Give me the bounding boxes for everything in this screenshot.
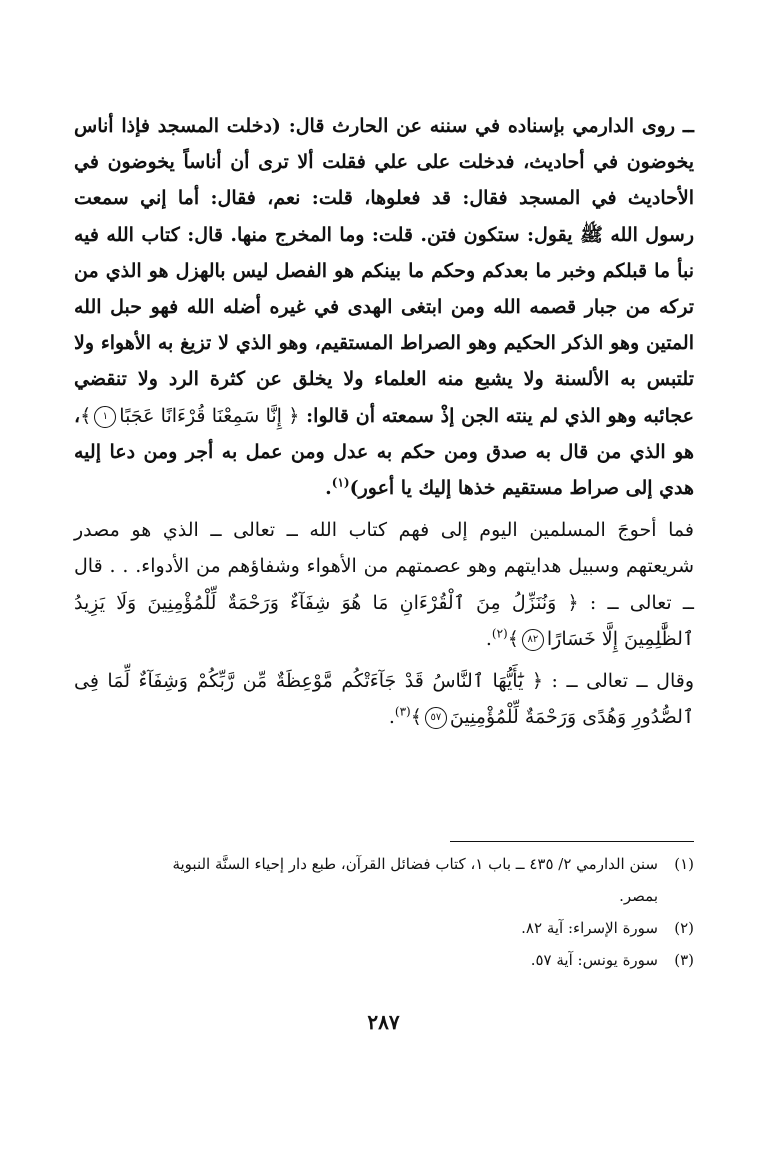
footnote-2: [74, 912, 694, 944]
footnote-number: (١): [674, 855, 694, 873]
footnote-3: [74, 944, 694, 976]
hadith-text: ــ روى الدارمي بإسناده في سننه عن الحارث قال: (دخلت المسجد فإذا أناس يخوضون في أحاديث، فدخلت على علي فقلت ألا ترى أن أناساً يخوضون في الأحاديث في المسجد فقال: قد فعلوها، قلت: نعم، فقال: أما إني سمعت رسول الله ﷺ يقول: ستكون فتن. قلت: وما المخرج منها. قال: كتاب الله فيه نبأ ما قبلكم وخبر ما بعدكم وحكم ما بينكم هو الفصل ليس بالهزل هو الذي من تركه من جبار قصمه الله ومن ابتغى الهدى في غيره أضله الله فهو حبل الله المتين وهو الذكر الحكيم وهو الصراط المستقيم، وهو الذي لا تزيغ به الأهواء ولا تلتبس به الألسنة ولا يشبع منه العلماء ولا يخلق عن كثرة الرد ولا تنقضي عجائبه وهو الذي لم ينته الجن إذْ سمعته أن قالوا:: [74, 115, 694, 427]
ayah-number-marker: ٥٧: [425, 707, 447, 729]
footnote-text: سورة يونس: آية ٥٧.: [530, 951, 658, 969]
footnote-number: (٢): [674, 919, 694, 937]
hadith-text-tail: ، هو الذي من قال به صدق ومن حكم به عدل ومن عمل به أجر ومن دعا إليه هدي إلى صراط مستقيم خذها إليك يا أعور): [74, 404, 694, 500]
footnote-1: [74, 848, 694, 880]
footnote-separator: [450, 841, 694, 842]
footnote-ref-1[interactable]: (١): [331, 475, 350, 490]
paragraph-yunus: وقال ــ تعالى ــ : ﴿ يَٰٓأَيُّهَا ٱلنَّاسُ قَدْ جَآءَتْكُم مَّوْعِظَةٌ مِّن رَّبِّكُمْ وَشِفَآءٌ لِّمَا فِى ٱلصُّدُورِ وَهُدًى وَرَحْمَةٌ لِّلْمُؤْمِنِينَ٥٧﴾$^{(٣)}$.: [74, 670, 694, 729]
yunus-intro: وقال ــ تعالى ــ :: [551, 670, 694, 693]
ayah-number-marker: ١: [94, 406, 116, 428]
ayah-number-marker: ٨٢: [522, 629, 544, 651]
footnote-ref-2[interactable]: (٢): [491, 626, 508, 641]
quran-verse-yunus: ﴿ يَٰٓأَيُّهَا ٱلنَّاسُ قَدْ جَآءَتْكُم مَّوْعِظَةٌ مِّن رَّبِّكُمْ وَشِفَآءٌ لِّمَا فِى ٱلصُّدُورِ وَهُدًى وَرَحْمَةٌ لِّلْمُؤْمِنِينَ٥٧﴾: [74, 670, 694, 729]
quran-verse-isra: ﴿ وَنُنَزِّلُ مِنَ ٱلْقُرْءَانِ مَا هُوَ شِفَآءٌ وَرَحْمَةٌ لِّلْمُؤْمِنِينَ وَلَا يَزِيدُ ٱلظَّٰلِمِينَ إِلَّا خَسَارًا٨٢﴾: [74, 591, 694, 650]
footnote-ref-3[interactable]: (٣): [394, 704, 411, 719]
footnote-1-continuation: بمصر.: [619, 887, 658, 905]
page-body: [74, 108, 694, 735]
paragraph-hadith: ــ روى الدارمي بإسناده في سننه عن الحارث قال: (دخلت المسجد فإذا أناس يخوضون في أحاديث، فدخلت على علي فقلت ألا ترى أن أناساً يخوضون في الأحاديث في المسجد فقال: قد فعلوها، قلت: نعم، فقال: أما إني سمعت رسول الله ﷺ يقول: ستكون فتن. قلت: وما المخرج منها. قال: كتاب الله فيه نبأ ما قبلكم وخبر ما بعدكم وحكم ما بينكم هو الفصل ليس بالهزل هو الذي من تركه من جبار قصمه الله ومن ابتغى الهدى في غيره أضله الله فهو حبل الله المتين وهو الذكر الحكيم وهو الصراط المستقيم، وهو الذي لا تزيغ به الأهواء ولا تلتبس به الألسنة ولا يشبع منه العلماء ولا يخلق عن كثرة الرد ولا تنقضي عجائبه وهو الذي لم ينته الجن إذْ سمعته أن قالوا: ﴿ إِنَّا سَمِعْنَا قُرْءَانًا عَجَبًا١﴾، هو الذي من قال به صدق ومن حكم به عدل ومن عمل به أجر ومن دعا إليه هدي إلى صراط مستقيم خذها إليك يا أعور)$^{(١)}$.: [74, 115, 694, 500]
page-number: ٢٨٧: [367, 1010, 400, 1034]
paragraph-commentary: فما أحوجَ المسلمين اليوم إلى فهم كتاب الله ــ تعالى ــ الذي هو مصدر شريعتهم وسبيل هدايتهم وهو عصمتهم من الأهواء وشفاؤهم من الأدواء. . . قال ــ تعالى ــ : ﴿ وَنُنَزِّلُ مِنَ ٱلْقُرْءَانِ مَا هُوَ شِفَآءٌ وَرَحْمَةٌ لِّلْمُؤْمِنِينَ وَلَا يَزِيدُ ٱلظَّٰلِمِينَ إِلَّا خَسَارًا٨٢﴾$^{(٢)}$.: [74, 519, 694, 650]
footnote-text: سنن الدارمي ٢/ ٤٣٥ ــ باب ١، كتاب فضائل القرآن، طبع دار إحياء السنَّة النبوية: [172, 855, 658, 873]
footnote-text: سورة الإسراء: آية ٨٢.: [521, 919, 658, 937]
footnote-number: (٣): [674, 951, 694, 969]
commentary-text: فما أحوجَ المسلمين اليوم إلى فهم كتاب الله ــ تعالى ــ الذي هو مصدر شريعتهم وسبيل هدايتهم وهو عصمتهم من الأهواء وشفاؤهم من الأدواء. . . قال ــ تعالى ــ :: [74, 519, 694, 614]
footnotes: [74, 848, 694, 976]
quran-verse-jinn: ﴿ إِنَّا سَمِعْنَا قُرْءَانًا عَجَبًا١﴾: [80, 404, 300, 427]
